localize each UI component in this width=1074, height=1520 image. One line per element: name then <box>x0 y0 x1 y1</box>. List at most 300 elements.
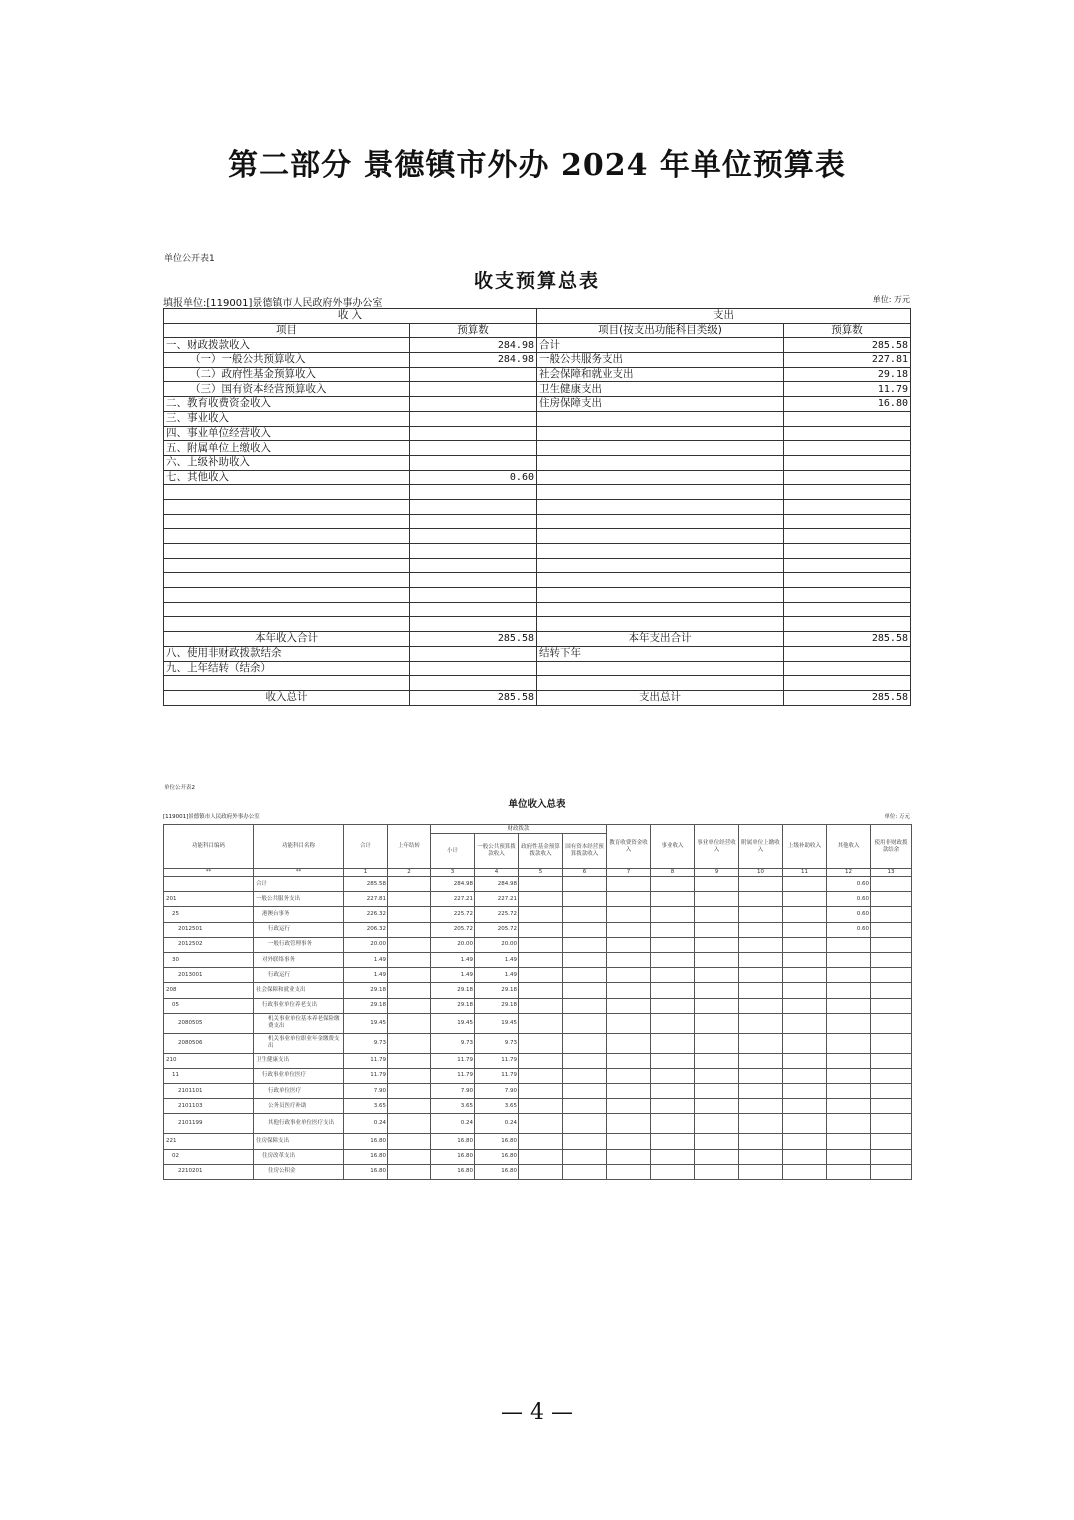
income-item-cell: 本年收入合计 <box>164 632 410 647</box>
income-budget-header: 预算数 <box>410 323 537 338</box>
t2-empty-cell <box>388 1053 431 1068</box>
income-item-cell <box>164 676 410 691</box>
table1-section-header <box>164 309 911 324</box>
t2-empty-cell <box>651 1053 695 1068</box>
expense-budget-cell <box>784 617 911 632</box>
t2-empty-cell <box>651 1134 695 1149</box>
expense-item-cell <box>537 544 784 559</box>
table2-tag: 单位公开表2 <box>164 785 195 791</box>
expense-budget-cell <box>784 661 911 676</box>
t2-empty-cell <box>388 1114 431 1134</box>
t2-row <box>164 1149 912 1164</box>
t2-empty-cell <box>783 1033 827 1053</box>
budget-summary-table <box>163 308 911 706</box>
t2-empty-cell <box>388 1013 431 1033</box>
t2-index-cell: 4 <box>475 869 519 877</box>
table1-row <box>164 499 911 514</box>
income-item-cell: 收入总计 <box>164 690 410 705</box>
t2-empty-cell <box>871 1084 912 1099</box>
income-budget-cell <box>410 485 537 500</box>
t2-row <box>164 1068 912 1083</box>
t2-code-cell: 208 <box>164 983 254 998</box>
income-summary-table <box>163 824 912 1180</box>
t2-empty-cell <box>783 968 827 983</box>
t2-code-cell: 2101199 <box>164 1114 254 1134</box>
t2-other-cell <box>827 1084 871 1099</box>
t2-empty-cell <box>695 1134 739 1149</box>
income-budget-cell <box>410 367 537 382</box>
table2-header-row <box>163 812 910 820</box>
t2-empty-cell <box>739 1149 783 1164</box>
t2-empty-cell <box>519 1099 563 1114</box>
t2-empty-cell <box>695 1053 739 1068</box>
t2-empty-cell <box>783 983 827 998</box>
expense-item-cell: 社会保障和就业支出 <box>537 367 784 382</box>
t2-code-cell: 02 <box>164 1149 254 1164</box>
expense-item-cell <box>537 676 784 691</box>
expense-item-cell: 卫生健康支出 <box>537 382 784 397</box>
t2-code-cell: 2101101 <box>164 1084 254 1099</box>
t2-empty-cell <box>607 1013 651 1033</box>
t2-row <box>164 937 912 952</box>
t2-empty-cell <box>563 1134 607 1149</box>
t2-index-cell: ** <box>164 869 254 877</box>
t2-empty-cell <box>563 952 607 967</box>
t2-row <box>164 968 912 983</box>
t2-empty-cell <box>388 1099 431 1114</box>
table1-row <box>164 544 911 559</box>
t2-empty-cell <box>651 1164 695 1179</box>
t2-empty-cell <box>871 1134 912 1149</box>
income-item-cell <box>164 544 410 559</box>
income-item-cell <box>164 602 410 617</box>
expense-item-cell <box>537 514 784 529</box>
t2-fund-header: 政府性基金预算拨款收入 <box>519 834 563 869</box>
t2-code-cell: 2210201 <box>164 1164 254 1179</box>
t2-code-cell: 2013001 <box>164 968 254 983</box>
table1-row <box>164 661 911 676</box>
t2-total-cell: 16.80 <box>344 1149 388 1164</box>
t2-empty-cell <box>695 1114 739 1134</box>
t2-empty-cell <box>739 1084 783 1099</box>
expense-budget-cell <box>784 676 911 691</box>
t2-total-cell: 19.45 <box>344 1013 388 1033</box>
income-budget-cell: 284.98 <box>410 338 537 353</box>
table1-row <box>164 617 911 632</box>
t2-empty-cell <box>695 998 739 1013</box>
t2-empty-cell <box>563 907 607 922</box>
t2-empty-cell <box>651 998 695 1013</box>
t2-row <box>164 877 912 892</box>
t2-empty-cell <box>651 1149 695 1164</box>
t2-empty-cell <box>651 1099 695 1114</box>
expense-budget-cell <box>784 514 911 529</box>
t2-empty-cell <box>519 1068 563 1083</box>
t2-empty-cell <box>695 922 739 937</box>
table1-header-row <box>163 294 910 309</box>
t2-sub-cell: 225.72 <box>431 907 475 922</box>
t2-empty-cell <box>695 1164 739 1179</box>
t2-code-cell: 2080505 <box>164 1013 254 1033</box>
table1-row <box>164 588 911 603</box>
t2-empty-cell <box>739 1099 783 1114</box>
expense-budget-header: 预算数 <box>784 323 911 338</box>
t2-gen-header: 一般公共预算拨款收入 <box>475 834 519 869</box>
income-item-cell: （三）国有资本经营预算收入 <box>164 382 410 397</box>
t2-empty-cell <box>607 983 651 998</box>
expense-budget-cell <box>784 470 911 485</box>
t2-empty-cell <box>871 1053 912 1068</box>
expense-budget-cell: 227.81 <box>784 353 911 368</box>
t2-empty-cell <box>519 983 563 998</box>
t2-empty-cell <box>563 922 607 937</box>
expense-budget-cell: 285.58 <box>784 690 911 705</box>
expense-item-cell <box>537 529 784 544</box>
t2-code-header: 功能科目编码 <box>164 825 254 869</box>
t2-index-cell: 8 <box>651 869 695 877</box>
table1-row <box>164 646 911 661</box>
t2-index-cell: 9 <box>695 869 739 877</box>
t2-empty-cell <box>388 877 431 892</box>
expense-budget-cell <box>784 646 911 661</box>
t2-row <box>164 983 912 998</box>
income-budget-cell <box>410 646 537 661</box>
expense-budget-cell <box>784 426 911 441</box>
expense-item-cell: 支出总计 <box>537 690 784 705</box>
t2-sub-cell: 16.80 <box>431 1134 475 1149</box>
expense-item-cell <box>537 588 784 603</box>
t2-empty-cell <box>607 1149 651 1164</box>
t2-other-cell <box>827 1053 871 1068</box>
income-item-cell: 七、其他收入 <box>164 470 410 485</box>
t2-row <box>164 1084 912 1099</box>
t2-sub-cell: 20.00 <box>431 937 475 952</box>
t2-empty-cell <box>695 968 739 983</box>
t2-empty-cell <box>871 877 912 892</box>
t2-empty-cell <box>607 1164 651 1179</box>
t2-other-cell <box>827 1149 871 1164</box>
income-budget-cell <box>410 573 537 588</box>
t2-empty-cell <box>563 968 607 983</box>
t2-name-cell: 住房公积金 <box>254 1164 344 1179</box>
table1-org: 填报单位:[119001]景德镇市人民政府外事办公室 <box>163 298 383 309</box>
income-budget-cell <box>410 558 537 573</box>
t2-capital-header: 国有资本经营预算拨款收入 <box>563 834 607 869</box>
income-budget-cell: 0.60 <box>410 470 537 485</box>
table1-row <box>164 353 911 368</box>
t2-empty-cell <box>871 922 912 937</box>
t2-empty-cell <box>563 1099 607 1114</box>
expense-budget-cell <box>784 558 911 573</box>
t2-sub-cell: 227.21 <box>431 892 475 907</box>
t2-empty-cell <box>519 877 563 892</box>
income-budget-cell <box>410 441 537 456</box>
income-item-cell: 一、财政拨款收入 <box>164 338 410 353</box>
t2-empty-cell <box>519 998 563 1013</box>
t2-empty-cell <box>607 877 651 892</box>
t2-name-cell: 卫生健康支出 <box>254 1053 344 1068</box>
t2-gen-cell: 0.24 <box>475 1114 519 1134</box>
t2-empty-cell <box>607 937 651 952</box>
t2-empty-cell <box>519 907 563 922</box>
t2-empty-cell <box>783 952 827 967</box>
t2-row <box>164 998 912 1013</box>
table1-row <box>164 485 911 500</box>
t2-code-cell: 11 <box>164 1068 254 1083</box>
table1-row <box>164 411 911 426</box>
t2-empty-cell <box>783 1164 827 1179</box>
t2-gen-cell: 9.73 <box>475 1033 519 1053</box>
t2-oper-header: 事业单位经营收入 <box>695 825 739 869</box>
t2-code-cell: 05 <box>164 998 254 1013</box>
t2-empty-cell <box>388 998 431 1013</box>
t2-other-cell <box>827 952 871 967</box>
t2-name-cell: 社会保障和就业支出 <box>254 983 344 998</box>
t2-code-cell <box>164 877 254 892</box>
t2-gen-cell: 205.72 <box>475 922 519 937</box>
t2-empty-cell <box>871 1164 912 1179</box>
t2-subtotal-header: 小计 <box>431 834 475 869</box>
t2-gen-cell: 16.80 <box>475 1134 519 1149</box>
t2-name-cell: 行政事业单位养老支出 <box>254 998 344 1013</box>
t2-empty-cell <box>739 1068 783 1083</box>
t2-name-header: 功能科目名称 <box>254 825 344 869</box>
income-budget-cell: 285.58 <box>410 690 537 705</box>
t2-empty-cell <box>783 998 827 1013</box>
expense-item-cell <box>537 441 784 456</box>
t2-total-cell: 29.18 <box>344 983 388 998</box>
table1-row <box>164 602 911 617</box>
table1-row <box>164 470 911 485</box>
table1-row <box>164 367 911 382</box>
t2-total-cell: 0.24 <box>344 1114 388 1134</box>
t2-empty-cell <box>563 1164 607 1179</box>
expense-budget-cell <box>784 588 911 603</box>
t2-empty-cell <box>519 1134 563 1149</box>
t2-empty-cell <box>871 937 912 952</box>
table1-row <box>164 455 911 470</box>
table1-title: 收支预算总表 <box>473 270 600 292</box>
t2-empty-cell <box>519 1053 563 1068</box>
income-budget-cell <box>410 514 537 529</box>
t2-empty-cell <box>871 1149 912 1164</box>
t2-empty-cell <box>519 1114 563 1134</box>
t2-sub-cell: 29.18 <box>431 998 475 1013</box>
t2-sub-cell: 11.79 <box>431 1068 475 1083</box>
t2-total-cell: 226.32 <box>344 907 388 922</box>
t2-other-cell: 0.60 <box>827 877 871 892</box>
income-item-cell <box>164 558 410 573</box>
t2-other-cell: 0.60 <box>827 907 871 922</box>
t2-fiscal-header: 财政拨款 <box>431 825 607 834</box>
t2-empty-cell <box>695 907 739 922</box>
t2-name-cell: 行政单位医疗 <box>254 1084 344 1099</box>
t2-empty-cell <box>651 983 695 998</box>
income-budget-cell <box>410 411 537 426</box>
t2-biz-header: 事业收入 <box>651 825 695 869</box>
t2-gen-cell: 19.45 <box>475 1013 519 1033</box>
income-budget-cell <box>410 455 537 470</box>
t2-empty-cell <box>783 1114 827 1134</box>
expense-budget-cell: 16.80 <box>784 397 911 412</box>
income-item-cell <box>164 617 410 632</box>
expense-budget-cell: 29.18 <box>784 367 911 382</box>
t2-empty-cell <box>695 1149 739 1164</box>
table1-total-row <box>164 690 911 705</box>
t2-name-cell: 行政事业单位医疗 <box>254 1068 344 1083</box>
t2-row <box>164 1013 912 1033</box>
t2-index-cell: 1 <box>344 869 388 877</box>
t2-empty-cell <box>871 1114 912 1134</box>
t2-empty-cell <box>607 952 651 967</box>
income-budget-cell <box>410 661 537 676</box>
t2-empty-cell <box>519 922 563 937</box>
t2-empty-cell <box>651 1068 695 1083</box>
t2-name-cell: 其他行政事业单位医疗支出 <box>254 1114 344 1134</box>
t2-total-cell: 16.80 <box>344 1134 388 1149</box>
t2-row <box>164 1099 912 1114</box>
t2-edu-header: 教育收费资金收入 <box>607 825 651 869</box>
t2-empty-cell <box>739 907 783 922</box>
table1-row <box>164 382 911 397</box>
t2-empty-cell <box>871 983 912 998</box>
t2-total-cell: 3.65 <box>344 1099 388 1114</box>
t2-index-cell: 7 <box>607 869 651 877</box>
t2-empty-cell <box>651 937 695 952</box>
t2-carry-header: 上年结转 <box>388 825 431 869</box>
t2-empty-cell <box>739 1053 783 1068</box>
t2-empty-cell <box>651 907 695 922</box>
t2-empty-cell <box>695 952 739 967</box>
t2-empty-cell <box>388 937 431 952</box>
t2-code-cell: 221 <box>164 1134 254 1149</box>
t2-other-cell <box>827 1134 871 1149</box>
t2-empty-cell <box>739 1134 783 1149</box>
t2-row <box>164 907 912 922</box>
t2-empty-cell <box>563 1053 607 1068</box>
t2-empty-cell <box>651 1013 695 1033</box>
t2-empty-cell <box>563 998 607 1013</box>
t2-other-cell <box>827 998 871 1013</box>
t2-empty-cell <box>871 968 912 983</box>
t2-nonfiscal-header: 使用非财政拨款结余 <box>871 825 912 869</box>
t2-other-cell <box>827 983 871 998</box>
t2-empty-cell <box>739 998 783 1013</box>
t2-name-cell: 公务员医疗补助 <box>254 1099 344 1114</box>
t2-empty-cell <box>651 922 695 937</box>
t2-other-cell <box>827 1033 871 1053</box>
t2-empty-cell <box>651 1114 695 1134</box>
t2-empty-cell <box>739 983 783 998</box>
t2-empty-cell <box>607 1068 651 1083</box>
t2-total-cell: 16.80 <box>344 1164 388 1179</box>
t2-empty-cell <box>739 1164 783 1179</box>
t2-index-row <box>164 869 912 877</box>
t2-total-cell: 11.79 <box>344 1053 388 1068</box>
t2-empty-cell <box>607 1053 651 1068</box>
t2-empty-cell <box>651 1084 695 1099</box>
t2-empty-cell <box>871 998 912 1013</box>
t2-empty-cell <box>651 968 695 983</box>
t2-empty-cell <box>651 1033 695 1053</box>
expense-item-cell <box>537 499 784 514</box>
income-item-cell <box>164 485 410 500</box>
t2-other-cell <box>827 968 871 983</box>
t2-empty-cell <box>388 1033 431 1053</box>
t2-index-cell: 3 <box>431 869 475 877</box>
t2-empty-cell <box>607 922 651 937</box>
expense-item-cell <box>537 485 784 500</box>
t2-other-cell: 0.60 <box>827 892 871 907</box>
t2-sub-cell: 29.18 <box>431 983 475 998</box>
t2-empty-cell <box>388 907 431 922</box>
t2-name-cell: 住房改革支出 <box>254 1149 344 1164</box>
t2-empty-cell <box>695 983 739 998</box>
t2-total-cell: 11.79 <box>344 1068 388 1083</box>
expense-budget-cell <box>784 499 911 514</box>
t2-code-cell: 2080506 <box>164 1033 254 1053</box>
t2-empty-cell <box>563 1068 607 1083</box>
income-item-cell <box>164 514 410 529</box>
t2-row <box>164 892 912 907</box>
t2-code-cell: 201 <box>164 892 254 907</box>
income-item-header: 项目 <box>164 323 410 338</box>
income-item-cell: 六、上级补助收入 <box>164 455 410 470</box>
t2-sub-cell: 205.72 <box>431 922 475 937</box>
t2-empty-cell <box>519 892 563 907</box>
expense-item-cell <box>537 661 784 676</box>
t2-empty-cell <box>519 968 563 983</box>
t2-total-cell: 29.18 <box>344 998 388 1013</box>
page-number: — 4 — <box>501 1400 573 1425</box>
expense-item-cell: 本年支出合计 <box>537 632 784 647</box>
t2-empty-cell <box>388 892 431 907</box>
t2-empty-cell <box>695 1033 739 1053</box>
t2-empty-cell <box>695 877 739 892</box>
income-budget-cell <box>410 529 537 544</box>
income-item-cell <box>164 588 410 603</box>
table1-row <box>164 558 911 573</box>
t2-empty-cell <box>607 1033 651 1053</box>
income-item-cell <box>164 529 410 544</box>
t2-sub-cell: 7.90 <box>431 1084 475 1099</box>
t2-empty-cell <box>695 1084 739 1099</box>
t2-empty-cell <box>783 1149 827 1164</box>
income-budget-cell <box>410 676 537 691</box>
income-budget-cell <box>410 426 537 441</box>
t2-empty-cell <box>783 1068 827 1083</box>
t2-code-cell: 2101103 <box>164 1099 254 1114</box>
t2-sub-cell: 1.49 <box>431 968 475 983</box>
income-budget-cell <box>410 397 537 412</box>
expense-budget-cell <box>784 602 911 617</box>
t2-name-cell: 港澳台事务 <box>254 907 344 922</box>
t2-code-cell: 2012501 <box>164 922 254 937</box>
t2-index-cell: 11 <box>783 869 827 877</box>
income-item-cell: 三、事业收入 <box>164 411 410 426</box>
t2-gen-cell: 16.80 <box>475 1149 519 1164</box>
expense-budget-cell <box>784 573 911 588</box>
t2-empty-cell <box>695 937 739 952</box>
t2-empty-cell <box>695 892 739 907</box>
table1-row <box>164 441 911 456</box>
t2-empty-cell <box>388 1068 431 1083</box>
t2-empty-cell <box>695 1013 739 1033</box>
t2-total-cell: 1.49 <box>344 952 388 967</box>
t2-empty-cell <box>607 907 651 922</box>
t2-sub-cell: 11.79 <box>431 1053 475 1068</box>
t2-gen-cell: 7.90 <box>475 1084 519 1099</box>
